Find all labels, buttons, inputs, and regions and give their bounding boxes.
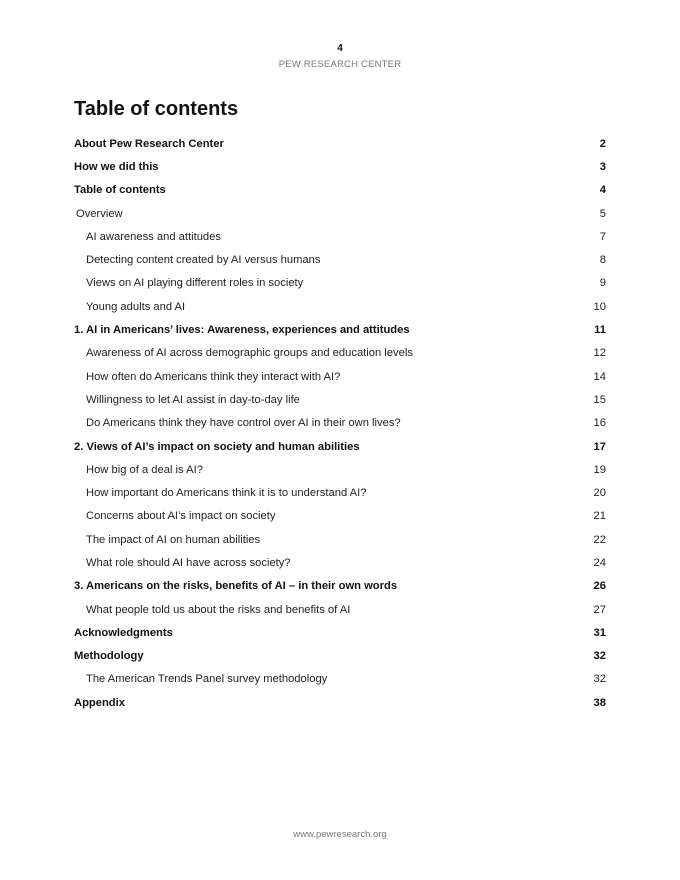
toc-entry-title: Acknowledgments <box>74 626 173 639</box>
toc-entry-title: The impact of AI on human abilities <box>86 533 261 546</box>
toc-entry[interactable] <box>74 505 606 528</box>
toc-entry[interactable] <box>74 668 606 691</box>
toc-entry-title: Do Americans think they have control over AI in their own lives? <box>86 417 401 430</box>
toc-entry-title: What people told us about the risks and benefits of AI <box>86 603 351 616</box>
toc-entry[interactable] <box>74 155 606 178</box>
toc-entry-page: 15 <box>593 393 606 406</box>
toc-entry-page: 24 <box>593 556 606 569</box>
toc-entry-page: 3 <box>599 160 606 173</box>
toc-entry-title: Overview <box>76 207 123 220</box>
toc-entry[interactable] <box>74 691 606 714</box>
toc-entry-page: 20 <box>593 487 606 500</box>
page-number: 4 <box>337 43 343 54</box>
toc-entry[interactable] <box>74 551 606 574</box>
toc-entry-title: 1. AI in Americans’ lives: Awareness, experiences and attitudes <box>74 324 410 337</box>
toc-entry[interactable] <box>74 388 606 411</box>
toc-entry-title: Views on AI playing different roles in society <box>86 277 304 290</box>
toc-entry-title: How often do Americans think they interact with AI? <box>86 370 341 383</box>
toc-entry[interactable] <box>74 645 606 668</box>
toc-entry-page: 27 <box>593 603 606 616</box>
toc-entry-title: The American Trends Panel survey methodology <box>86 673 328 686</box>
toc-entry-page: 19 <box>593 463 606 476</box>
toc-entry[interactable] <box>74 225 606 248</box>
toc-entry-page: 38 <box>593 696 606 709</box>
toc-entry-page: 8 <box>599 254 606 267</box>
toc-entry-page: 11 <box>594 324 606 337</box>
toc-entry-page: 26 <box>593 580 606 593</box>
toc-entry-title: What role should AI have across society? <box>86 556 291 569</box>
toc-entry[interactable] <box>74 342 606 365</box>
toc-entry[interactable] <box>74 412 606 435</box>
toc-entry[interactable] <box>74 132 606 155</box>
toc-entry[interactable] <box>74 598 606 621</box>
toc-entry-page: 4 <box>599 184 606 197</box>
toc-entry-page: 9 <box>599 277 606 290</box>
toc-entry-title: How important do Americans think it is to understand AI? <box>86 487 367 500</box>
toc-entry-page: 32 <box>593 650 606 663</box>
toc-entry-title: 3. Americans on the risks, benefits of AI – in their own words <box>74 580 398 593</box>
toc-entry-page: 12 <box>593 347 606 360</box>
toc-entry-title: How we did this <box>74 160 159 173</box>
toc-entry-page: 10 <box>593 300 606 313</box>
organization-header: PEW RESEARCH CENTER <box>278 59 402 70</box>
toc-entry-page: 32 <box>593 673 606 686</box>
toc-entry[interactable] <box>74 435 606 458</box>
footer-url[interactable]: www.pewresearch.org <box>293 829 387 840</box>
toc-entry-page: 5 <box>599 207 606 220</box>
table-of-contents <box>74 132 606 714</box>
toc-entry[interactable] <box>74 481 606 504</box>
page-title: Table of contents <box>74 98 239 120</box>
toc-entry-page: 2 <box>599 137 606 150</box>
toc-entry[interactable] <box>74 528 606 551</box>
toc-entry[interactable] <box>74 272 606 295</box>
toc-entry[interactable] <box>74 179 606 202</box>
toc-entry-title: Young adults and AI <box>86 300 186 313</box>
toc-entry[interactable] <box>74 458 606 481</box>
toc-entry-page: 22 <box>593 533 606 546</box>
toc-entry-page: 17 <box>593 440 606 453</box>
toc-entry-title: AI awareness and attitudes <box>86 230 221 243</box>
toc-entry-title: Willingness to let AI assist in day-to-day life <box>86 393 300 406</box>
toc-entry-title: Methodology <box>74 650 144 663</box>
toc-entry-title: 2. Views of AI’s impact on society and human abilities <box>74 440 360 453</box>
toc-entry[interactable] <box>74 318 606 341</box>
toc-entry-title: Appendix <box>74 696 125 709</box>
toc-entry-page: 14 <box>593 370 606 383</box>
toc-entry[interactable] <box>74 248 606 271</box>
toc-entry-title: How big of a deal is AI? <box>86 463 203 476</box>
toc-entry[interactable] <box>74 575 606 598</box>
toc-entry-page: 16 <box>593 417 606 430</box>
toc-entry[interactable] <box>74 295 606 318</box>
toc-entry-page: 21 <box>593 510 606 523</box>
toc-entry-title: Table of contents <box>74 184 166 197</box>
toc-entry-title: Awareness of AI across demographic groups and education levels <box>86 347 413 360</box>
toc-entry[interactable] <box>74 621 606 644</box>
toc-entry-page: 31 <box>593 626 606 639</box>
toc-entry-title: About Pew Research Center <box>74 137 224 150</box>
toc-entry-title: Concerns about AI’s impact on society <box>86 510 276 523</box>
toc-entry-title: Detecting content created by AI versus humans <box>86 254 321 267</box>
toc-entry[interactable] <box>74 365 606 388</box>
toc-entry-page: 7 <box>599 230 606 243</box>
toc-entry[interactable] <box>74 202 606 225</box>
